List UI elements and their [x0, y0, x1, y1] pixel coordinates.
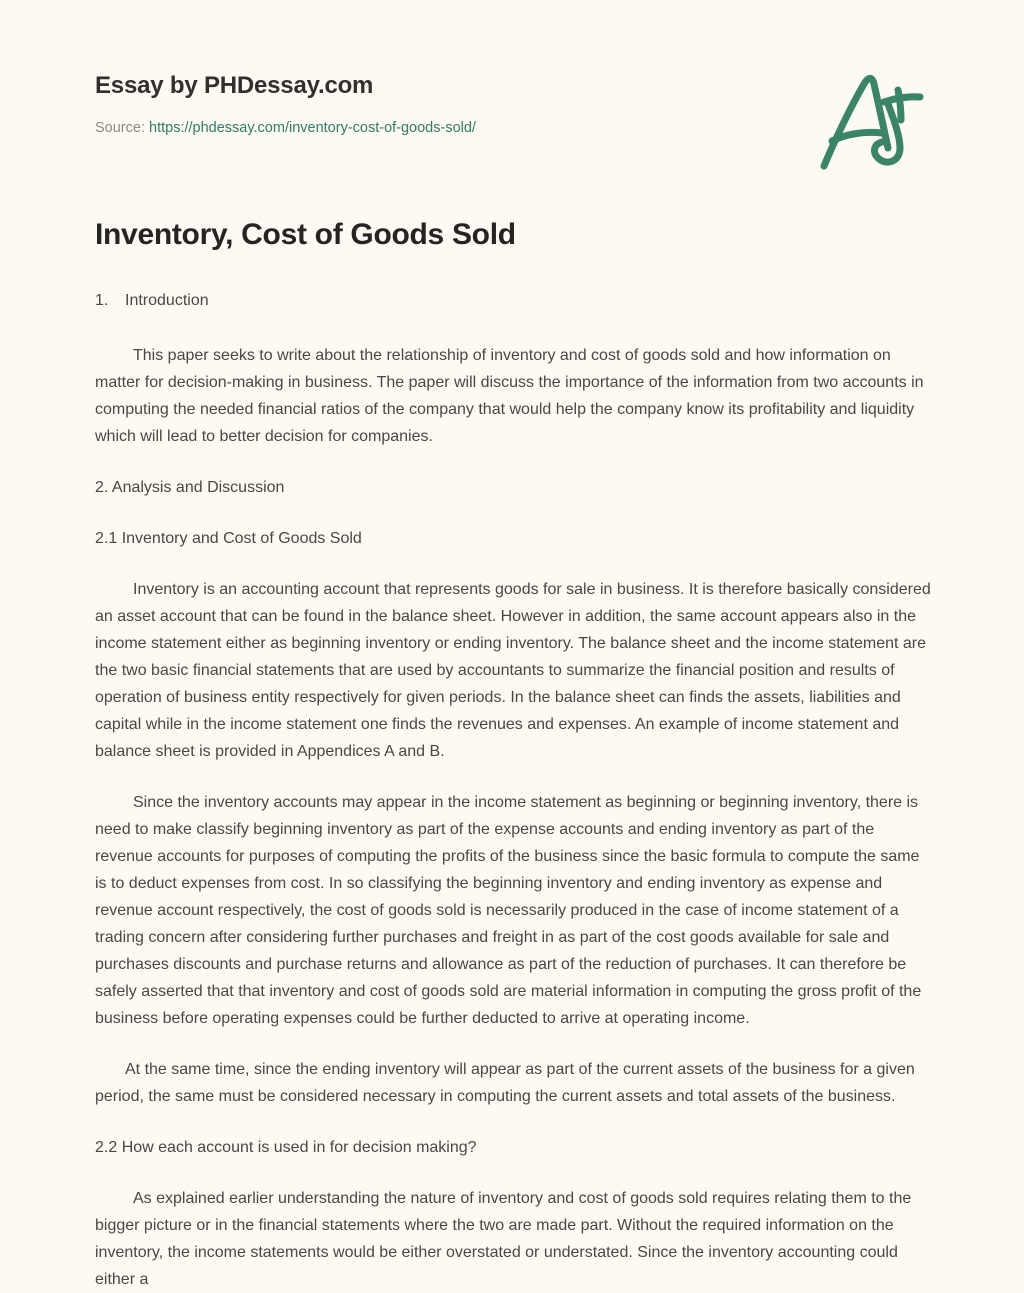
page-header: [0, 0, 1024, 200]
paragraph-current-assets: At the same time, since the ending inventory will appear as part of the current assets of the business for a given period, the same must be considered necessary in computing the current assets and total assets of the business.: [95, 1060, 915, 1105]
a-plus-logo-icon: [812, 68, 930, 172]
paragraph-decision-making: As explained earlier understanding the nature of inventory and cost of goods sold requires relating them to the bigger picture or in the financial statements where the two are made part. Without the required information on the inventory, the income statements would be either overstated or understated. Since the inventory accounting could either a: [95, 1189, 912, 1288]
paragraph-inventory-definition: Inventory is an accounting account that represents goods for sale in business. It is therefore basically considered an asset account that can be found in the balance sheet. However in addition, the same account appears also in the income statement either as beginning inventory or ending inventory. The balance sheet and the income statement are the two basic financial statements that are used by accountants to summarize the financial position and results of operation of business entity respectively for given periods. In the balance sheet can finds the assets, liabilities and capital while in the income statement one finds the revenues and expenses. An example of income statement and balance sheet is provided in Appendices A and B.: [95, 580, 931, 760]
source-url-link[interactable]: https://phdessay.com/inventory-cost-of-goods-sold/: [149, 120, 476, 136]
section-number: 1.: [95, 291, 109, 309]
source-label: Source:: [95, 120, 145, 136]
section-heading-decision-making: 2.2 How each account is used in for decision making?: [95, 1138, 477, 1156]
section-heading-analysis: 2. Analysis and Discussion: [95, 478, 285, 496]
source-line: [95, 120, 476, 136]
section-heading-introduction: [95, 287, 931, 314]
paragraph-introduction: This paper seeks to write about the relationship of inventory and cost of goods sold and how information on matter for decision-making in business. The paper will discuss the importance of the information from two accounts in computing the needed financial ratios of the company that would help the company know its profitability and liquidity which will lead to better decision for companies.: [95, 346, 924, 445]
section-heading-inventory-cogs: 2.1 Inventory and Cost of Goods Sold: [95, 529, 362, 547]
page-title: Inventory, Cost of Goods Sold: [95, 218, 516, 251]
section-label: Introduction: [125, 291, 209, 309]
document-body: [95, 218, 931, 1293]
brand-title: Essay by PHDessay.com: [95, 72, 374, 99]
paragraph-classification: Since the inventory accounts may appear in the income statement as beginning or beginning inventory, there is need to make classify beginning inventory as part of the expense accounts and ending inventory as part of the revenue accounts for purposes of computing the profits of the business since the basic formula to compute the same is to deduct expenses from cost. In so classifying the beginning inventory and ending inventory as expense and revenue account respectively, the cost of goods sold is necessarily produced in the case of income statement of a trading concern after considering further purchases and freight in as part of the cost goods available for sale and purchases discounts and purchase returns and allowance as part of the reduction of purchases. It can therefore be safely asserted that that inventory and cost of goods sold are material information in computing the gross profit of the business before operating expenses could be further deducted to arrive at operating income.: [95, 793, 922, 1027]
